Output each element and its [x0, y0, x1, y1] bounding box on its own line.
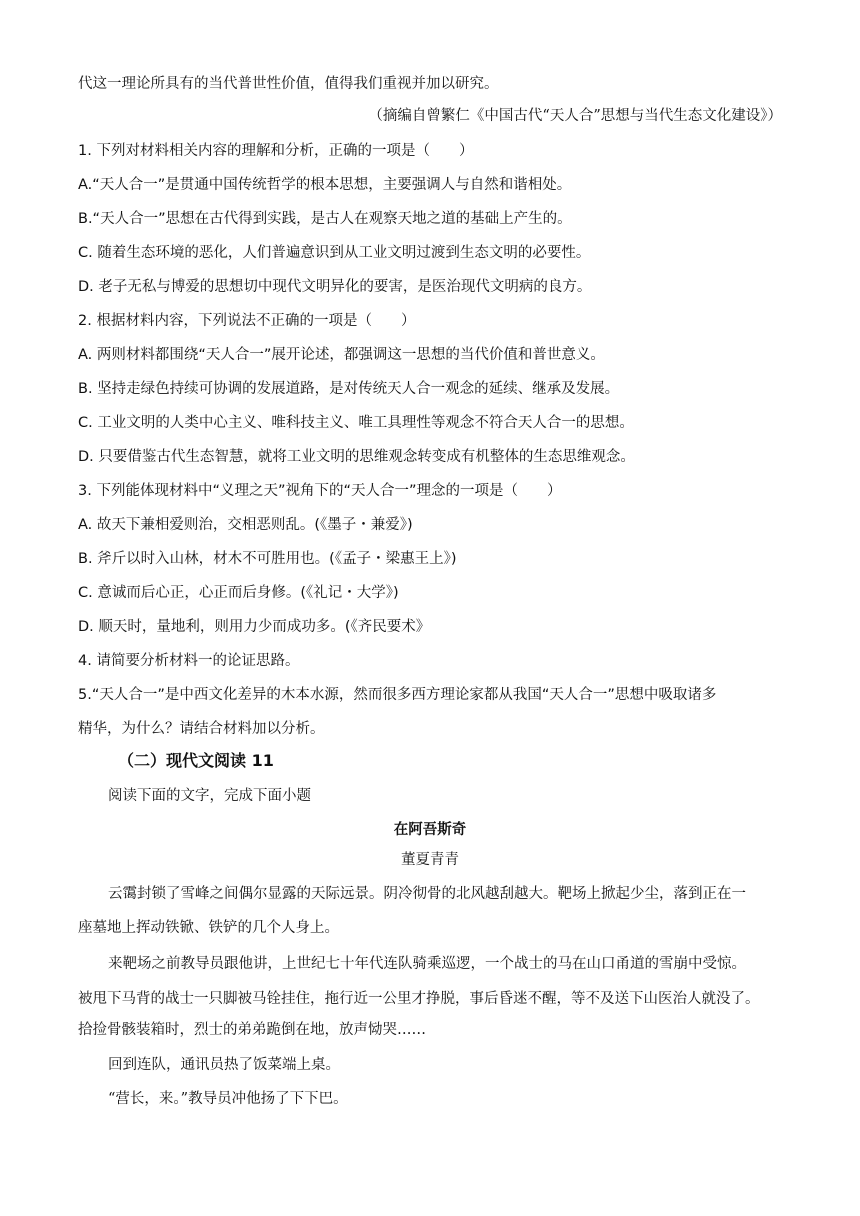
- story-line: 来靶场之前教导员跟他讲，上世纪七十年代连队骑乘巡逻，一个战士的马在山口甬道的雪崩中受惊。: [108, 956, 746, 972]
- question-1-option-b: B.“天人合一”思想在古代得到实践，是古人在观察天地之道的基础上产生的。: [78, 211, 572, 227]
- question-3-stem: 3. 下列能体现材料中“义理之天”视角下的“天人合一”理念的一项是（ ）: [78, 483, 562, 499]
- question-2-option-d: D. 只要借鉴古代生态智慧，就将工业文明的思维观念转变成有机整体的生态思维观念。: [78, 449, 635, 465]
- question-3-option-b: B. 斧斤以时入山林，材木不可胜用也。(《孟子・梁惠王上》): [78, 551, 457, 567]
- story-line: 回到连队，通讯员热了饭菜端上桌。: [108, 1057, 340, 1073]
- story-line: 拾捡骨骸装箱时，烈士的弟弟跪倒在地，放声恸哭……: [78, 1022, 426, 1038]
- section-instruction: 阅读下面的文字，完成下面小题: [108, 788, 311, 804]
- story-line: 被甩下马背的战士一只脚被马铨挂住，拖行近一公里才挣脱，事后昏迷不醒，等不及送下山医治人就没了。: [78, 991, 760, 1007]
- question-1-option-d: D. 老子无私与博爱的思想切中现代文明异化的要害，是医治现代文明病的良方。: [78, 279, 592, 295]
- story-line: 云霭封锁了雪峰之间偶尔显露的天际远景。阴冷彻骨的北风越刮越大。靶场上掀起少尘，落到正在一: [108, 886, 746, 902]
- question-3-option-d: D. 顺天时，量地利，则用力少而成功多。(《齐民要术》: [78, 619, 431, 635]
- para-continuation: 代这一理论所具有的当代普世性价值，值得我们重视并加以研究。: [78, 76, 499, 92]
- story-author: 董夏青青: [401, 852, 459, 868]
- question-3-option-c: C. 意诚而后心正，心正而后身修。(《礼记・大学》): [78, 585, 399, 601]
- question-2-stem: 2. 根据材料内容，下列说法不正确的一项是（ ）: [78, 313, 416, 329]
- question-5-stem-line2: 精华，为什么？请结合材料加以分析。: [78, 721, 325, 737]
- question-2-option-c: C. 工业文明的人类中心主义、唯科技主义、唯工具理性等观念不符合天人合一的思想。: [78, 415, 634, 431]
- question-3-option-a: A. 故天下兼相爱则治，交相恶则乱。(《墨子・兼爱》): [78, 517, 413, 533]
- question-1-option-a: A.“天人合一”是贯通中国传统哲学的根本思想，主要强调人与自然和谐相处。: [78, 177, 572, 193]
- question-2-option-b: B. 坚持走绿色持续可协调的发展道路，是对传统天人合一观念的延续、继承及发展。: [78, 381, 620, 397]
- question-1-option-c: C. 随着生态环境的恶化，人们普遍意识到从工业文明过渡到生态文明的必要性。: [78, 245, 591, 261]
- question-5-stem-line1: 5.“天人合一”是中西文化差异的木本水源，然而很多西方理论家都从我国“天人合一”思想中吸取诸多: [78, 687, 717, 703]
- section-heading: （二）现代文阅读 11: [118, 751, 274, 770]
- question-4-stem: 4. 请简要分析材料一的论证思路。: [78, 653, 300, 669]
- question-1-stem: 1. 下列对材料相关内容的理解和分析，正确的一项是（ ）: [78, 143, 474, 159]
- source-citation: （摘编自曾繁仁《中国古代“天人合”思想与当代生态文化建设》）: [368, 108, 782, 124]
- question-2-option-a: A. 两则材料都围绕“天人合一”展开论述，都强调这一思想的当代价值和普世意义。: [78, 347, 605, 363]
- story-title: 在阿吾斯奇: [393, 821, 467, 838]
- story-line: “营长，来。”教导员冲他扬了下下巴。: [108, 1091, 348, 1107]
- story-line: 座墓地上挥动铁锨、铁铲的几个人身上。: [78, 920, 339, 936]
